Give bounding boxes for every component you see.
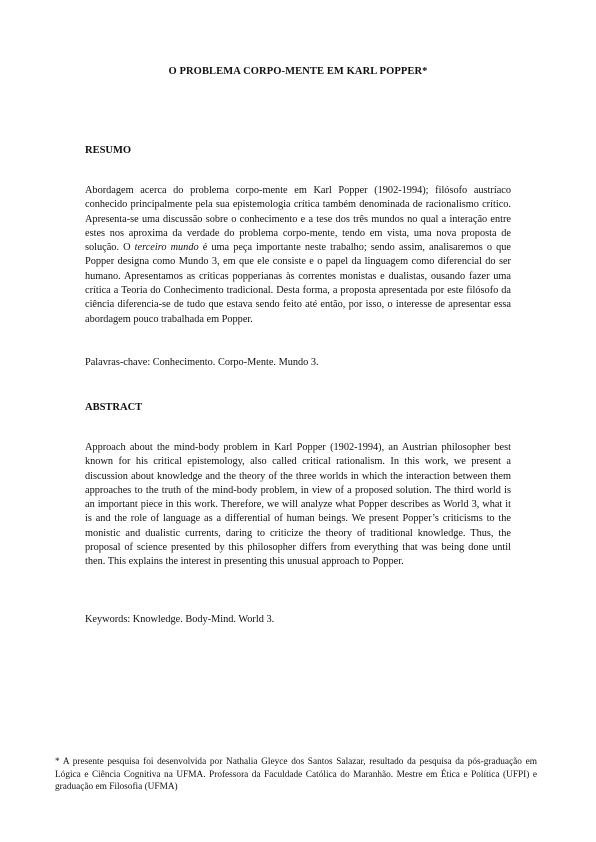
abstract-keywords: Keywords: Knowledge. Body-Mind. World 3. xyxy=(85,614,275,625)
resumo-heading: RESUMO xyxy=(85,145,132,156)
resumo-text-part-2: é uma peça importante neste trabalho; sendo assim, analisaremos o que Popper designa como Mundo 3, em que ele consiste e o papel da linguagem como diferencial do ser humano. Apresentamos as críticas popperianas às correntes monistas e dualistas, ousando fazer uma crítica a Teoria do Conhecimento tradicional. Desta forma, a proposta apresentada por este filósofo da ciência diferencia-se de tudo que estava sendo feito até então, por isso, o interesse de apresentar essa abordagem pouco trabalhada em Popper. xyxy=(85,242,511,325)
abstract-heading: ABSTRACT xyxy=(85,402,143,413)
paper-title: O PROBLEMA CORPO-MENTE EM KARL POPPER* xyxy=(168,66,428,77)
abstract-paragraph: Approach about the mind-body problem in Karl Popper (1902-1994), an Austrian philosopher best known for his critical epistemology, also called critical rationalism. In this work, we present a discussion about knowledge and the theory of the three worlds in which the interaction between them approaches to the truth of the mind-body problem, in view of a proposed solution. The third world is an important piece in this work. Therefore, we will analyze what Popper describes as World 3, what it is and the role of language as a differential of human beings. We present Popper’s criticisms to the monistic and dualistic currents, daring to criticize the theory of traditional knowledge. Thus, the proposal of science presented by this philosopher differs from everything that was being done until then. This explains the interest in presenting this unusual approach to Popper. xyxy=(85,442,511,568)
resumo-paragraph xyxy=(85,184,511,327)
footnote: * A presente pesquisa foi desenvolvida por Nathalia Gleyce dos Santos Salazar, resultado da pesquisa da pós-graduação em Lógica e Ciência Cognitiva na UFMA. Professora da Faculdade Católica do Maranhão. Mestre em Ética e Política (UFPI) e graduação em Filosofia (UFMA) xyxy=(55,757,537,793)
resumo-text-part-1: Abordagem acerca do problema corpo-mente em Karl Popper (1902-1994); filósofo austríaco conhecido principalmente pela sua epistemologia crítica também denominada de racionalismo crítico. Apresenta-se uma discussão sobre o conhecimento e a tese dos três mundos no qual a interação entre estes nos aproxima da verdade do problema corpo-mente, tendo em vista, uma nova proposta de solução. O xyxy=(85,185,511,254)
resumo-keywords: Palavras-chave: Conhecimento. Corpo-Mente. Mundo 3. xyxy=(85,357,319,368)
resumo-italic-term: terceiro mundo xyxy=(134,242,199,254)
